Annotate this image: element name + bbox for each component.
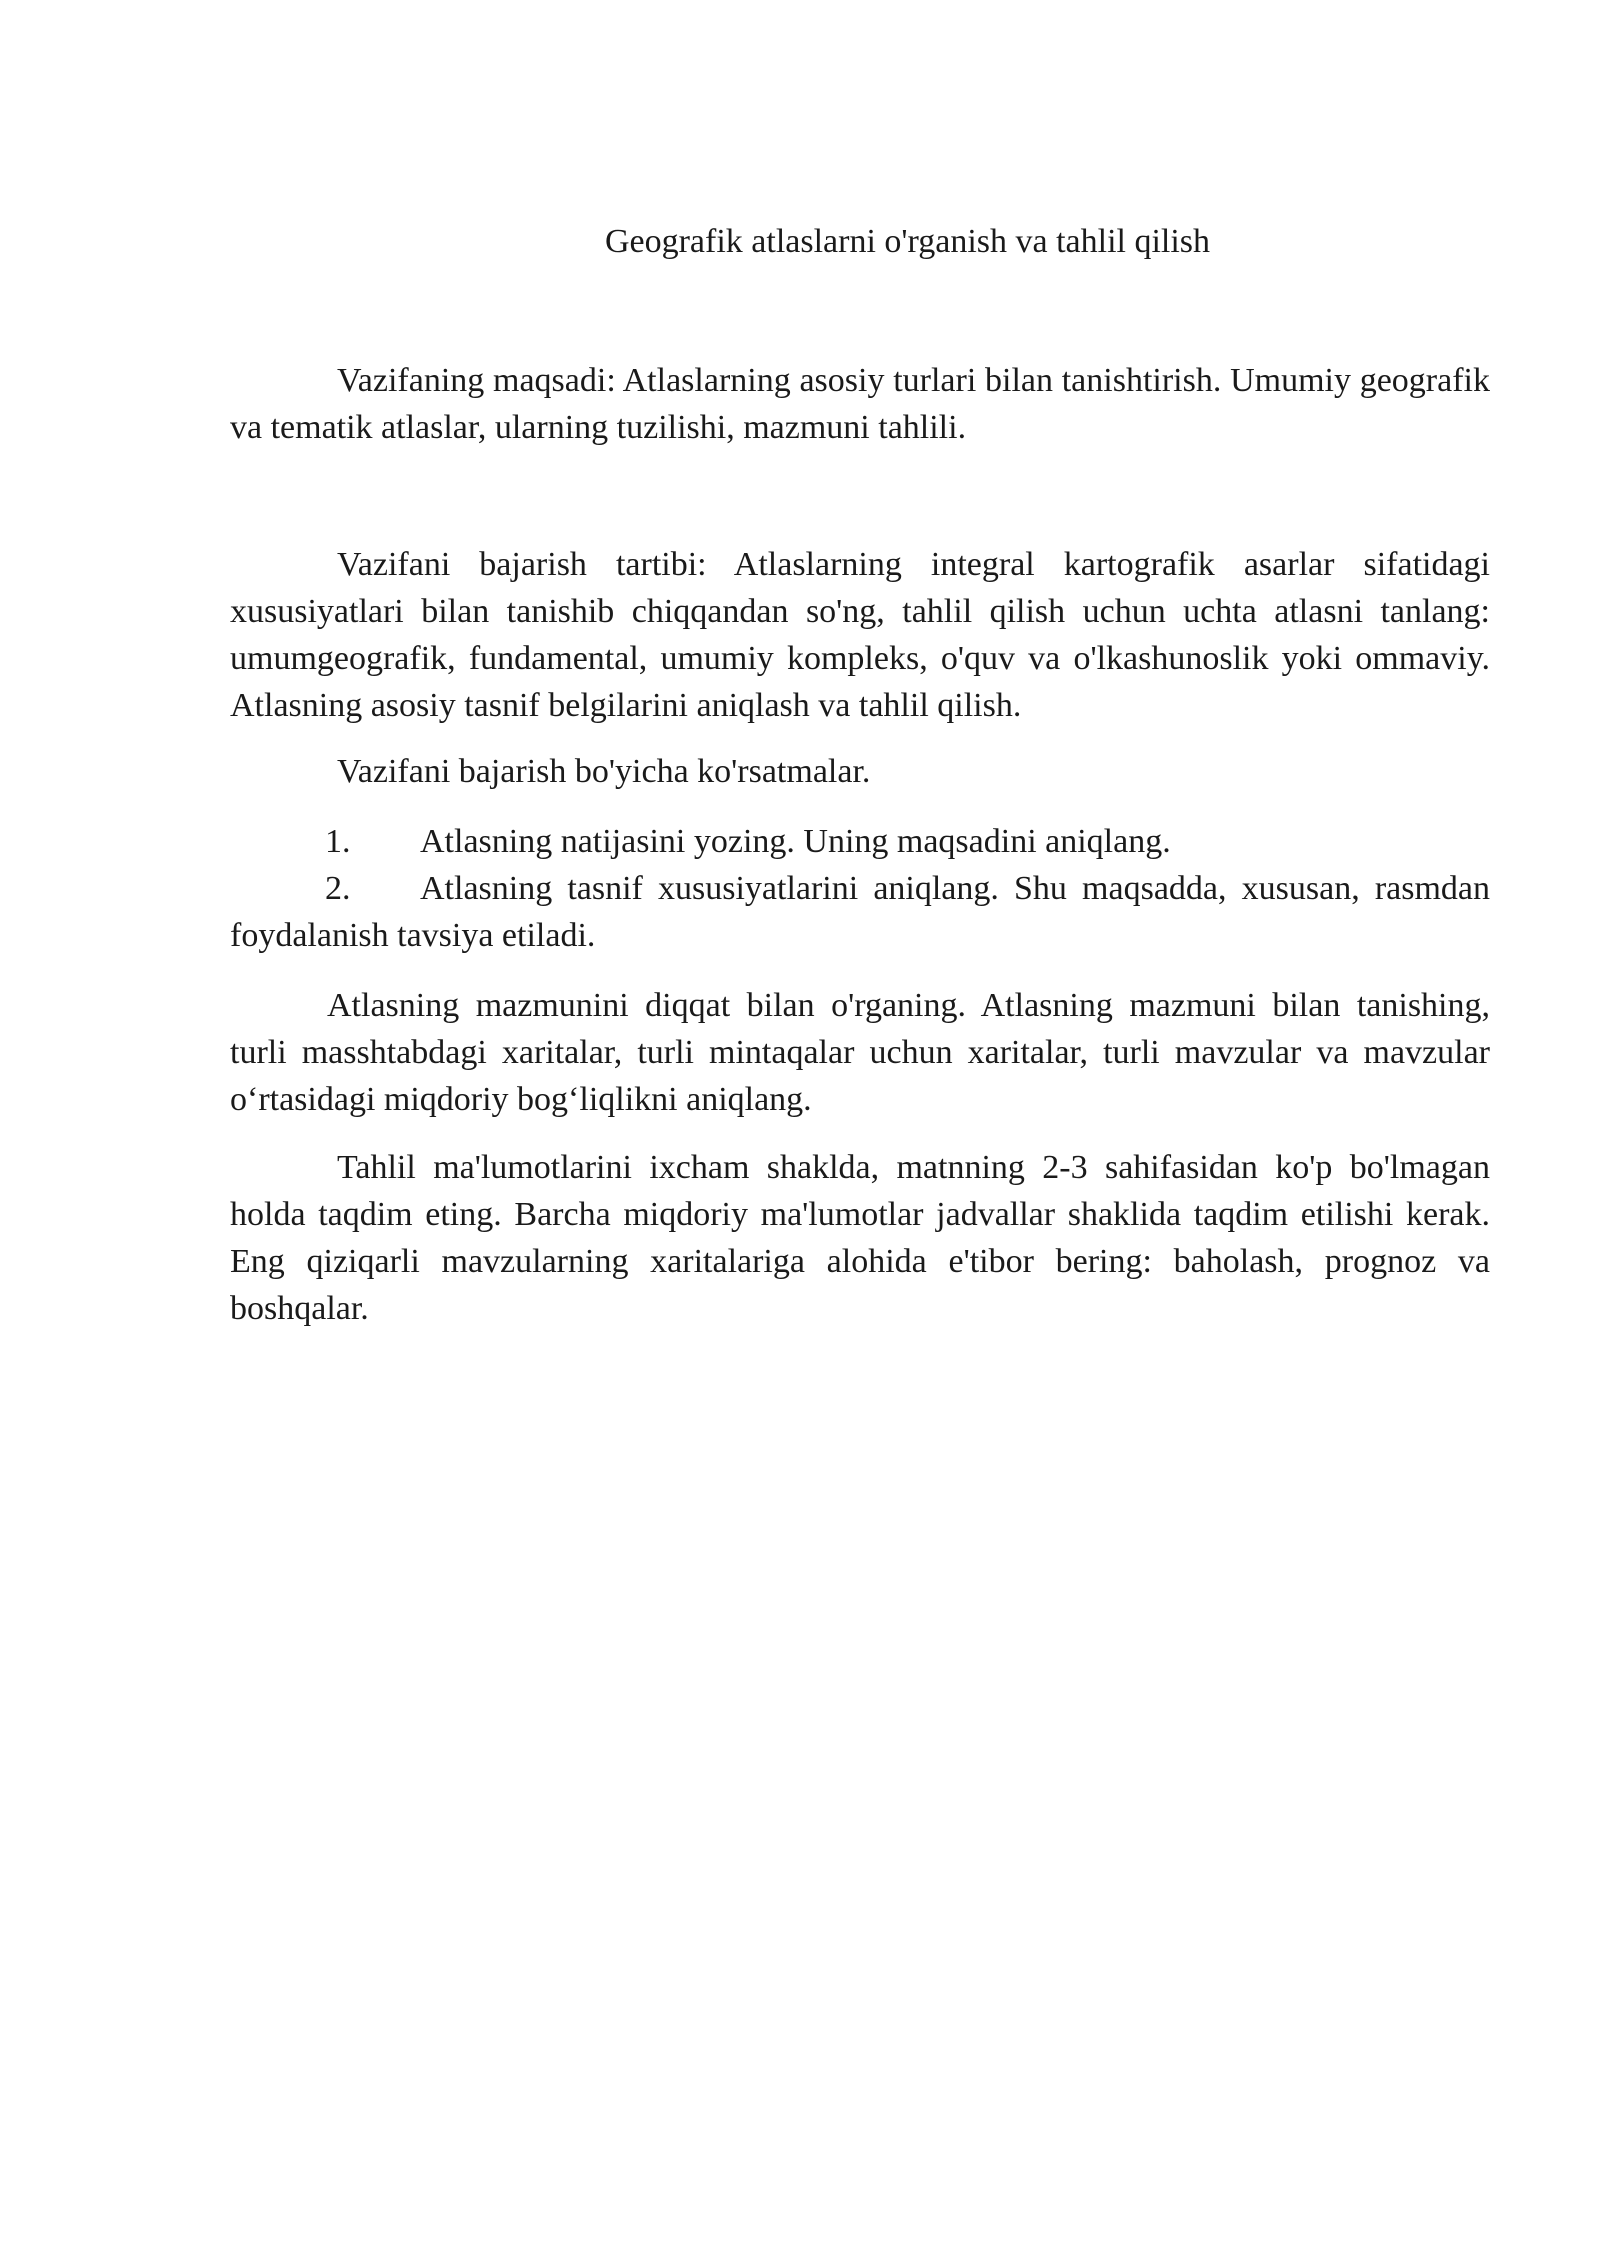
presentation-paragraph: Tahlil ma'lumotlarini ixcham shaklda, matnning 2-3 sahifasidan ko'p bo'lmagan holda taqdim eting. Barcha miqdoriy ma'lumotlar jadvallar shaklida taqdim etilishi kerak. Eng qiziqarli mavzularning xaritalariga alohida e'tibor bering: baholash, prognoz va boshqalar. [230,1149,1490,1327]
goal-paragraph: Vazifaning maqsadi: Atlaslarning asosiy turlari bilan tanishtirish. Umumiy geografik va tematik atlaslar, ularning tuzilishi, mazmuni tahlili. [230,362,1490,446]
list-item-text: Atlasning tasnif xususiyatlarini aniqlang. Shu maqsadda, xususan, rasmdan foydalanish tavsiya etiladi. [230,870,1490,954]
list-item-number: 2. [325,870,351,907]
instructions-heading: Vazifani bajarish bo'yicha ko'rsatmalar. [337,753,871,790]
list-item [230,818,1490,865]
list-item-number: 1. [325,823,351,860]
list-item [230,865,1490,959]
procedure-paragraph: Vazifani bajarish tartibi: Atlaslarning integral kartografik asarlar sifatidagi xususiyatlari bilan tanishib chiqqandan so'ng, tahlil qilish uchun uchta atlasni tanlang: umumgeografik, fundamental, umumiy kompleks, o'quv va o'lkashunoslik yoki ommaviy. Atlasning asosiy tasnif belgilarini aniqlash va tahlil qilish. [230,546,1490,724]
list-item-text: Atlasning natijasini yozing. Uning maqsadini aniqlang. [420,823,1171,860]
document-title: Geografik atlaslarni o'rganish va tahlil qilish [604,223,1211,260]
content-study-paragraph: Atlasning mazmunini diqqat bilan o'rganing. Atlasning mazmuni bilan tanishing, turli masshtabdagi xaritalar, turli mintaqalar uchun xaritalar, turli mavzular va mavzular o‘rtasidagi miqdoriy bog‘liqlikni aniqlang. [230,987,1490,1118]
